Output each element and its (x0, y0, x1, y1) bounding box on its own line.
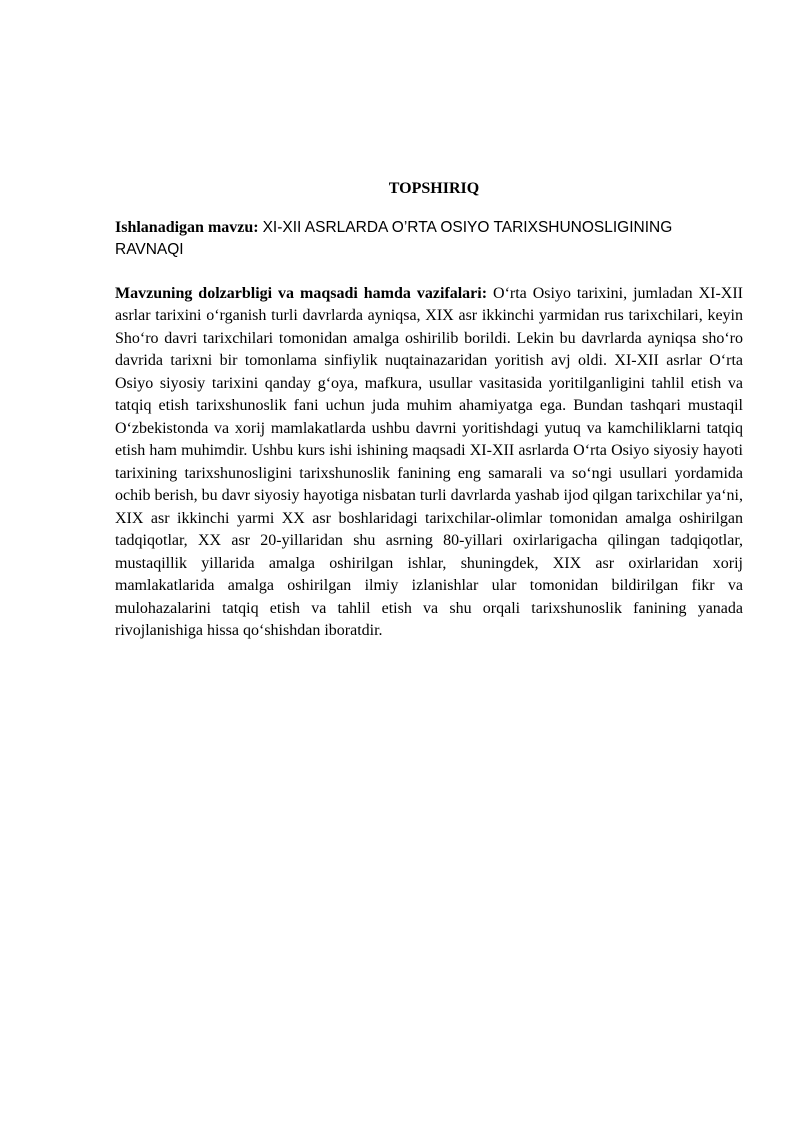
goals-paragraph (115, 283, 743, 643)
document-page (115, 178, 743, 643)
topic-value: XI-XII ASRLARDA O’RTA OSIYO TARIXSHUNOSLIGINING RAVNAQI (115, 218, 673, 258)
topic-paragraph (115, 217, 743, 262)
goals-label: Mavzuning dolzarbligi va maqsadi hamda vazifalari: (115, 284, 488, 302)
goals-text: O‘rta Osiyo tarixini, jumladan XI-XII asrlar tarixini o‘rganish turli davrlarda ayniqsa, XIX asr ikkinchi yarmidan rus tarixchilari, keyin Sho‘ro davri tarixchilari tomonidan amalga oshirilib borildi. Lekin bu davrlarda ayniqsa sho‘ro davrida tarixni bir tomonlama sinfiylik nuqtainazaridan yoritish avj oldi. XI-XII asrlar O‘rta Osiyo siyosiy tarixini qanday g‘oya, mafkura, usullar vasitasida yoritilganligini tahlil etish va tatqiq etish tarixshunoslik fani uchun juda muhim ahamiyatga ega. Bundan tashqari mustaqil O‘zbekistonda va xorij mamlakatlarda ushbu davrni yoritishdagi yutuq va kamchiliklarni tatqiq etish ham muhimdir. Ushbu kurs ishi ishining maqsadi XI-XII asrlarda O‘rta Osiyo siyosiy hayoti tarixining tarixshunosligini tarixshunoslik fanining eng samarali va so‘ngi usullari yordamida ochib berish, bu davr siyosiy hayotiga nisbatan turli davrlarda yashab ijod qilgan tarixchilar ya‘ni, XIX asr ikkinchi yarmi XX asr boshlaridagi tarixchilar-olimlar tomonidan amalga oshirilgan tadqiqotlar, XX asr 20-yillaridan shu asrning 80-yillari oxirlarigacha qilingan tadqiqotlar, mustaqillik yillarida amalga oshirilgan ishlar, shuningdek, XIX asr oxirlaridan xorij mamlakatlarida amalga oshirilgan ilmiy izlanishlar ular tomonidan bildirilgan fikr va mulohazalarini tatqiq etish va tahlil etish va shu orqali tarixshunoslik fanining yanada rivojlanishiga hissa qo‘shishdan iboratdir. (115, 284, 744, 639)
topic-label: Ishlanadigan mavzu: (115, 218, 259, 236)
document-title: TOPSHIRIQ (388, 180, 480, 197)
